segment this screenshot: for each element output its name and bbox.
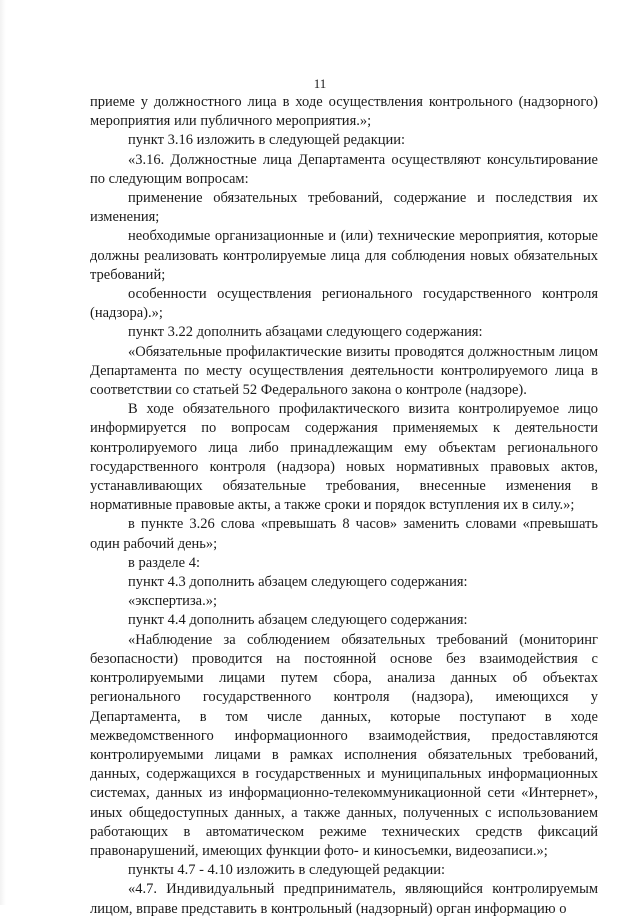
document-body <box>90 93 598 919</box>
paragraph: «4.7. Индивидуальный предприниматель, являющийся контролируемым лицом, вправе представить в контрольный (надзорный) орган информацию о <box>90 881 598 917</box>
paragraph: «3.16. Должностные лица Департамента осуществляют консультирование по следующим вопросам: <box>90 151 598 187</box>
scan-edge <box>0 0 6 905</box>
paragraph: пункты 4.7 - 4.10 изложить в следующей редакции: <box>128 862 445 879</box>
paragraph: В ходе обязательного профилактического визита контролируемое лицо информируется по вопросам содержания применяемых к деятельности контролируемого лица либо принадлежащим ему объектам регионального государственного контроля (надзора) новых нормативных правовых актов, устанавливающих обязательные требования, внесенные изменения в нормативные правовые акты, а также сроки и порядок вступления их в силу.»; <box>90 401 598 514</box>
paragraph: пункт 4.4 дополнить абзацем следующего содержания: <box>128 612 468 629</box>
paragraph: пункт 3.22 дополнить абзацами следующего содержания: <box>128 324 483 341</box>
paragraph: в пункте 3.26 слова «превышать 8 часов» заменить словами «превышать один рабочий день»; <box>90 516 598 552</box>
paragraph: «экспертиза.»; <box>128 593 218 610</box>
paragraph: пункт 3.16 изложить в следующей редакции: <box>128 132 406 149</box>
paragraph: особенности осуществления регионального государственного контроля (надзора).»; <box>90 286 598 322</box>
paragraph: необходимые организационные и (или) технические мероприятия, которые должны реализовать контролируемые лица для соблюдения новых обязательных требований; <box>90 228 598 283</box>
paragraph: «Обязательные профилактические визиты проводятся должностным лицом Департамента по месту осуществления деятельности контролируемого лица в соответствии со статьей 52 Федерального закона о контроле (надзоре). <box>90 343 598 399</box>
paragraph: применение обязательных требований, содержание и последствия их изменения; <box>90 190 598 226</box>
paragraph: пункт 4.3 дополнить абзацем следующего содержания: <box>128 574 468 591</box>
paragraph: в разделе 4: <box>128 554 201 571</box>
paragraph: «Наблюдение за соблюдением обязательных требований (мониторинг безопасности) проводится на постоянной основе без взаимодействия с контролируемыми лицами путем сбора, анализа данных об объектах регионального государственного контроля (надзора), имеющихся у Департамента, в том числе данных, которые поступают в ходе межведомственного информационного взаимодействия, предоставляются контролируемыми лицами в рамках исполнения обязательных требований, данных, содержащихся в государственных и муниципальных информационных системах, данных из информационно-телекоммуникационной сети «Интернет», иных общедоступных данных, а также данных, полученных с использованием работающих в автоматическом режиме технических средств фиксаций правонарушений, имеющих функции фото- и киносъемки, видеозаписи.»; <box>90 631 598 859</box>
paragraph: приеме у должностного лица в ходе осуществления контрольного (надзорного) мероприятия или публичного мероприятия.»; <box>90 94 598 130</box>
page-number: 11 <box>313 76 327 91</box>
